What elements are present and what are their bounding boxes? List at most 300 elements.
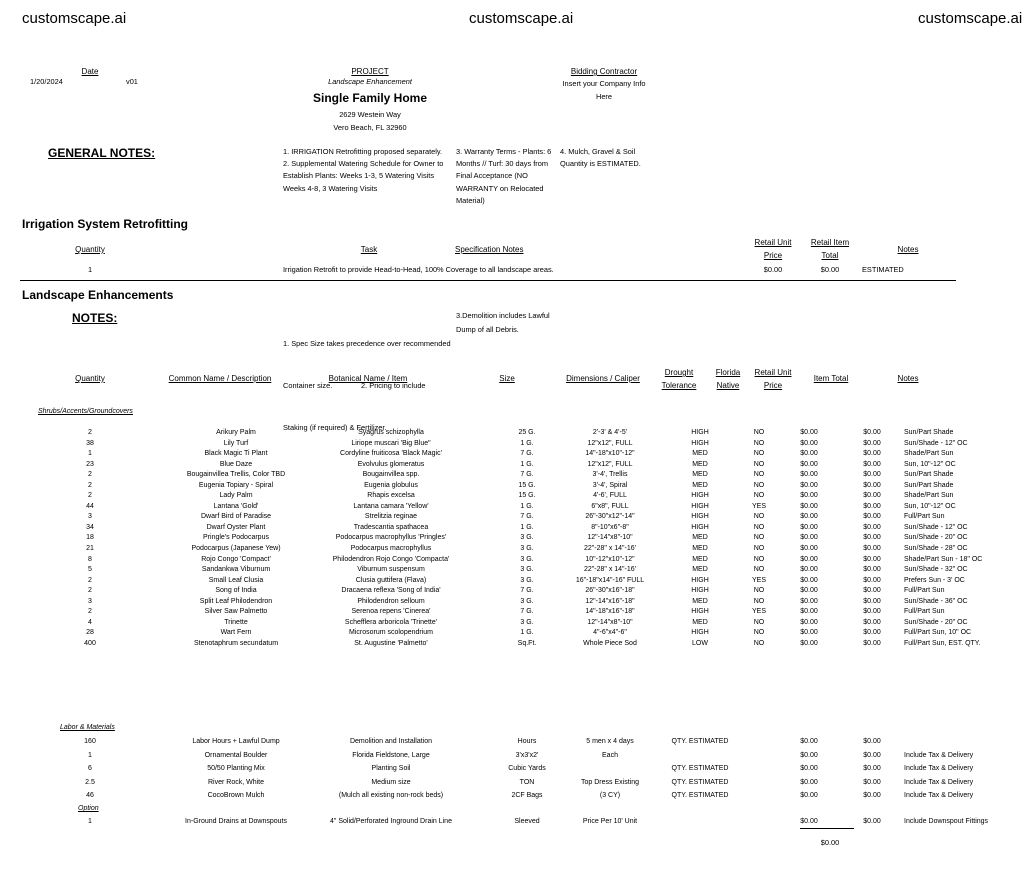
common-name-cell: Dwarf Oyster Plant	[206, 523, 266, 531]
notes-cell: Include Tax & Delivery	[904, 792, 974, 799]
botanical-name-cell: Podocarpus macrophyllus	[350, 545, 432, 553]
drought-cell: MED	[692, 450, 708, 458]
date-label: Date	[81, 67, 99, 76]
native-cell: YES	[751, 576, 766, 584]
botanical-name-cell: Dracaena reflexa 'Song of India'	[341, 587, 441, 595]
plants-table	[0, 428, 1024, 649]
size-cell: 1 G.	[520, 439, 534, 447]
quantity-cell: 2	[88, 576, 92, 584]
labor-row	[0, 762, 1024, 776]
drought-cell: HIGH	[691, 629, 709, 637]
notes-cell: Full/Part Sun	[904, 587, 945, 595]
drought-cell: QTY. ESTIMATED	[671, 765, 729, 772]
notes-cell: Full/Part Sun, EST. QTY.	[904, 639, 981, 647]
col-header-item-total: Item Total	[813, 374, 849, 383]
plant-row	[0, 565, 1024, 576]
dimensions-cell: 6"x8", FULL	[591, 502, 629, 510]
landscape-note-line: 3.Demolition includes Lawful	[456, 311, 550, 320]
botanical-name-cell: Liriope muscari 'Big Blue"	[351, 439, 431, 447]
col-header-native: Native	[716, 381, 740, 390]
quantity-cell: 2	[88, 492, 92, 500]
native-cell	[744, 776, 774, 790]
notes-cell	[900, 735, 1024, 749]
quantity-cell: 2	[88, 471, 92, 479]
dimensions-cell: 5 men x 4 days	[586, 738, 634, 745]
general-note-line: 4. Mulch, Gravel & Soil	[560, 147, 636, 156]
notes-cell: Sun, 10"-12" OC	[904, 502, 956, 510]
size-cell: 3 G.	[520, 576, 534, 584]
general-note-line: Quantity is ESTIMATED.	[560, 159, 641, 169]
quantity-cell: 5	[88, 566, 92, 574]
unit-price-cell: $0.00	[800, 618, 818, 626]
unit-price-cell: $0.00	[800, 481, 818, 489]
unit-price-cell: $0.00	[800, 460, 818, 468]
landscape-section-title: Landscape Enhancements	[22, 288, 174, 302]
native-cell: NO	[753, 513, 765, 521]
col-header-size: Size	[499, 374, 515, 383]
dimensions-cell	[564, 762, 656, 776]
unit-price-cell: $0.00	[800, 545, 818, 553]
col-header-dimensions: Dimensions / Caliper	[566, 374, 640, 383]
notes-cell: Sun/Shade - 32" OC	[904, 566, 968, 574]
version-label: v01	[126, 77, 138, 86]
unit-price-cell: $0.00	[800, 608, 818, 616]
general-note-line: Final Acceptance (NO	[456, 171, 528, 181]
plant-row	[0, 628, 1024, 639]
unit-price-cell: $0.00	[800, 534, 818, 542]
item-total-cell: $0.00	[863, 513, 881, 521]
size-cell: 25 G.	[518, 429, 536, 436]
item-total-cell: $0.00	[863, 429, 881, 436]
botanical-name-cell: Philodendron Rojo Congo 'Compacta'	[332, 555, 450, 563]
item-total-cell: $0.00	[863, 629, 881, 637]
drought-cell: HIGH	[691, 439, 709, 447]
size-cell: 15 G.	[518, 481, 536, 489]
notes-cell: Shade/Part Sun - 18" OC	[904, 555, 983, 563]
irr-row-unit-price: $0.00	[763, 265, 783, 274]
quantity-cell: 400	[84, 639, 96, 647]
notes-cell: Prefers Sun - 3' OC	[904, 576, 965, 584]
botanical-name-cell: Evolvulus glomeratus	[357, 460, 425, 468]
unit-price-cell: $0.00	[800, 629, 818, 637]
notes-cell: Full/Part Sun	[904, 608, 945, 616]
drought-cell: HIGH	[691, 492, 709, 500]
item-total-cell: $0.00	[863, 597, 881, 605]
plant-row	[0, 533, 1024, 544]
common-name-cell: Small Leaf Clusia	[208, 576, 264, 584]
total-underline	[800, 828, 854, 829]
notes-cell: Include Downspout Fittings	[904, 818, 989, 825]
project-label: PROJECT	[351, 67, 389, 76]
col-header-retail-unit: Retail Unit	[754, 368, 792, 377]
section-divider	[20, 280, 956, 281]
labor-row	[0, 735, 1024, 749]
plant-row	[0, 428, 1024, 439]
drought-cell: MED	[692, 545, 708, 553]
drought-cell: HIGH	[691, 523, 709, 531]
item-total-cell: $0.00	[863, 751, 881, 759]
quantity-cell: 34	[86, 523, 94, 531]
botanical-name-cell: Viburnum suspensum	[357, 566, 425, 574]
unit-price-cell: $0.00	[800, 818, 818, 825]
size-cell: 3 G.	[520, 534, 534, 542]
plant-row	[0, 639, 1024, 650]
notes-cell: Sun/Shade - 36" OC	[904, 597, 968, 605]
brand-logo-right: customscape.ai	[918, 10, 1023, 27]
unit-price-cell: $0.00	[800, 523, 818, 531]
option-subsection-title: Option	[78, 805, 99, 812]
common-name-cell: River Rock, White	[207, 778, 264, 786]
drought-cell: MED	[692, 618, 708, 626]
item-total-cell: $0.00	[863, 818, 881, 825]
botanical-name-cell: Schefflera arboricola 'Trinette'	[344, 618, 438, 626]
unit-price-cell: $0.00	[800, 492, 818, 500]
col-header-florida: Florida	[715, 368, 741, 377]
notes-cell: Sun/Shade - 12" OC	[904, 439, 968, 447]
botanical-name-cell: Syagrus schizophylla	[358, 429, 424, 436]
native-cell: NO	[753, 523, 765, 531]
unit-price-cell: $0.00	[800, 639, 818, 647]
common-name-cell: Lantana 'Gold'	[213, 502, 259, 510]
notes-cell: Shade/Part Sun	[904, 450, 954, 458]
quantity-cell: 2	[88, 608, 92, 616]
plant-row	[0, 597, 1024, 608]
plant-row	[0, 470, 1024, 481]
native-cell: NO	[753, 587, 765, 595]
plant-row	[0, 512, 1024, 523]
size-cell: 1 G.	[520, 629, 534, 637]
common-name-cell: Trinette	[224, 618, 248, 626]
col-header-price: Price	[763, 381, 783, 390]
dimensions-cell: Each	[602, 751, 618, 759]
item-total-cell: $0.00	[863, 523, 881, 531]
item-total-cell: $0.00	[863, 492, 881, 500]
quantity-cell: 1	[88, 450, 92, 458]
plant-row	[0, 439, 1024, 450]
dimensions-cell: 26"-30"x12"-14"	[585, 513, 635, 521]
irr-row-task: Irrigation Retrofit to provide Head-to-Head, 100% Coverage to all landscape areas.	[283, 265, 554, 274]
botanical-name-cell: 4" Solid/Perforated Inground Drain Line	[330, 818, 452, 825]
size-cell: 7 G.	[520, 450, 534, 458]
quantity-cell: 3	[88, 597, 92, 605]
plant-row	[0, 460, 1024, 471]
item-total-cell: $0.00	[863, 460, 881, 468]
dimensions-cell: 3'-4', Trellis	[592, 471, 628, 479]
dimensions-cell: 3'-4', Spiral	[592, 481, 628, 489]
item-total-cell: $0.00	[863, 639, 881, 647]
item-total-cell: $0.00	[863, 481, 881, 489]
item-total-cell: $0.00	[863, 587, 881, 595]
dimensions-cell: 12"x12", FULL	[587, 460, 633, 468]
size-cell: 3'x3'x2'	[515, 751, 539, 759]
common-name-cell: Silver Saw Palmetto	[204, 608, 268, 616]
landscape-note-line: Staking (if required) & Fertilizer.	[283, 423, 387, 432]
native-cell: NO	[753, 534, 765, 542]
general-note-line: 3. Warranty Terms - Plants: 6	[456, 147, 552, 156]
grand-total: $0.00	[820, 838, 840, 847]
size-cell: 3 G.	[520, 545, 534, 553]
irr-header-task: Task	[360, 245, 378, 254]
common-name-cell: Arikury Palm	[216, 429, 256, 436]
botanical-name-cell: St. Augustine 'Palmetto'	[354, 639, 428, 647]
native-cell: YES	[751, 608, 766, 616]
contractor-info-line2: Here	[595, 92, 613, 101]
plant-row	[0, 449, 1024, 460]
common-name-cell: Sandankwa Viburnum	[201, 566, 271, 574]
item-total-cell: $0.00	[863, 608, 881, 616]
size-cell: 15 G.	[518, 492, 536, 500]
unit-price-cell: $0.00	[800, 576, 818, 584]
common-name-cell: Labor Hours + Lawful Dump	[192, 738, 280, 745]
botanical-name-cell: Microsorum scolopendrium	[348, 629, 434, 637]
dimensions-cell: 14"-18"x16"-18"	[585, 608, 635, 616]
quantity-cell: 3	[88, 513, 92, 521]
botanical-name-cell: Strelitzia reginae	[364, 513, 418, 521]
drought-cell: HIGH	[691, 608, 709, 616]
common-name-cell: Bougainvillea Trellis, Color TBD	[186, 471, 286, 479]
col-header-quantity: Quantity	[75, 374, 105, 383]
native-cell: NO	[753, 618, 765, 626]
size-cell: Hours	[517, 738, 537, 745]
notes-cell: Sun/Part Shade	[904, 471, 954, 479]
quantity-cell: 38	[86, 439, 94, 447]
drought-cell: HIGH	[691, 587, 709, 595]
native-cell: NO	[753, 629, 765, 637]
plant-row	[0, 607, 1024, 618]
quantity-cell: 46	[86, 792, 94, 799]
option-table	[0, 817, 1024, 828]
dimensions-cell: 2'-3' & 4'-5'	[592, 429, 628, 436]
quantity-cell: 1	[88, 818, 92, 825]
date-value: 1/20/2024	[30, 77, 63, 86]
notes-cell: Sun/Shade - 20" OC	[904, 534, 968, 542]
botanical-name-cell: (Mulch all existing non-rock beds)	[338, 792, 444, 799]
general-note-line: Material)	[456, 195, 485, 205]
col-header-common-name: Common Name / Description	[168, 374, 272, 383]
shrubs-subsection-title: Shrubs/Accents/Groundcovers	[38, 408, 133, 415]
native-cell: NO	[753, 450, 765, 458]
unit-price-cell: $0.00	[800, 429, 818, 436]
landscape-note-line: Container size. 2. Pricing to include	[283, 381, 426, 390]
plant-row	[0, 523, 1024, 534]
size-cell: 7 G.	[520, 471, 534, 479]
common-name-cell: Pringle's Podocarpus	[203, 534, 269, 542]
landscape-note-line: Dump of all Debris.	[456, 325, 519, 334]
general-notes-col3	[560, 146, 641, 170]
landscape-note-line: 1. Spec Size takes precedence over recommended	[283, 339, 451, 348]
dimensions-cell: 12"-14"x8"-10"	[587, 618, 633, 626]
drought-cell: HIGH	[691, 429, 709, 436]
notes-cell: Sun/Shade - 20" OC	[904, 618, 968, 626]
quantity-cell: 4	[88, 618, 92, 626]
quantity-cell: 160	[84, 738, 96, 745]
general-notes-col1	[283, 146, 443, 195]
plant-row	[0, 555, 1024, 566]
dimensions-cell: 4"-6"x4"-6"	[593, 629, 627, 637]
native-cell: YES	[751, 502, 766, 510]
item-total-cell: $0.00	[863, 765, 881, 772]
irr-header-retail-unit: Retail Unit	[754, 238, 792, 247]
common-name-cell: Rojo Congo 'Compact'	[201, 555, 271, 563]
item-total-cell: $0.00	[863, 450, 881, 458]
botanical-name-cell: Eugenia globulus	[364, 481, 418, 489]
common-name-cell: Song of India	[215, 587, 257, 595]
unit-price-cell: $0.00	[800, 502, 818, 510]
notes-cell: Full/Part Sun, 10" OC	[904, 629, 972, 637]
size-cell: 1 G.	[520, 502, 534, 510]
native-cell: NO	[753, 545, 765, 553]
drought-cell: MED	[692, 597, 708, 605]
dimensions-cell: 10"-12"x10"-12"	[585, 555, 635, 563]
botanical-name-cell: Tradescantia spathacea	[353, 523, 429, 531]
plant-row	[0, 576, 1024, 587]
dimensions-cell: 8"-10"x6"-8"	[591, 523, 629, 531]
botanical-name-cell: Bougainvillea spp.	[362, 471, 420, 479]
notes-cell: Sun/Shade - 12" OC	[904, 523, 968, 531]
dimensions-cell: Whole Piece Sod	[583, 639, 637, 647]
landscape-notes-col2	[456, 309, 550, 337]
irr-row-notes: ESTIMATED	[862, 265, 904, 274]
item-total-cell: $0.00	[863, 555, 881, 563]
notes-cell: Include Tax & Delivery	[904, 778, 974, 786]
botanical-name-cell: Demolition and Installation	[349, 738, 433, 745]
common-name-cell: Split Leaf Philodendron	[199, 597, 273, 605]
size-cell: 3 G.	[520, 566, 534, 574]
native-cell: NO	[753, 439, 765, 447]
botanical-name-cell: Planting Soil	[371, 765, 411, 772]
drought-cell: MED	[692, 534, 708, 542]
quantity-cell: 18	[86, 534, 94, 542]
notes-cell: Sun/Part Shade	[904, 429, 954, 436]
unit-price-cell: $0.00	[800, 597, 818, 605]
quantity-cell: 2	[88, 587, 92, 595]
botanical-name-cell: Rhapis excelsa	[367, 492, 415, 500]
labor-subsection-title: Labor & Materials	[60, 724, 115, 731]
native-cell	[744, 789, 774, 803]
common-name-cell: Wart Fern	[220, 629, 252, 637]
col-header-notes: Notes	[897, 374, 919, 383]
drought-cell: MED	[692, 555, 708, 563]
quantity-cell: 2.5	[85, 778, 95, 786]
common-name-cell: Dwarf Bird of Paradise	[200, 513, 272, 521]
project-name: Single Family Home	[312, 91, 428, 105]
common-name-cell: Lady Palm	[219, 492, 253, 500]
labor-row	[0, 749, 1024, 763]
general-notes-title: GENERAL NOTES:	[48, 146, 156, 160]
plant-row	[0, 586, 1024, 597]
labor-row	[0, 789, 1024, 803]
quantity-cell: 1	[88, 751, 92, 759]
unit-price-cell: $0.00	[800, 778, 818, 786]
item-total-cell: $0.00	[863, 534, 881, 542]
irr-row-total: $0.00	[820, 265, 840, 274]
size-cell: Cubic Yards	[508, 765, 546, 772]
size-cell: 1 G.	[520, 523, 534, 531]
common-name-cell: CocoBrown Mulch	[207, 792, 265, 799]
option-row	[0, 817, 1024, 828]
common-name-cell: Black Magic Ti Plant	[204, 450, 268, 458]
quantity-cell: 2	[88, 429, 92, 436]
item-total-cell: $0.00	[863, 545, 881, 553]
general-note-line: Weeks 4-8, 3 Watering Visits	[283, 183, 378, 193]
dimensions-cell: Top Dress Existing	[581, 778, 639, 786]
native-cell	[744, 817, 774, 828]
general-note-line: Establish Plants: Weeks 1-3, 5 Watering Visits	[283, 171, 435, 181]
drought-cell: MED	[692, 481, 708, 489]
quantity-cell: 44	[86, 502, 94, 510]
contractor-info-line1: Insert your Company Info	[562, 79, 646, 88]
dimensions-cell: 16"-18"x14"-16" FULL	[575, 576, 645, 584]
native-cell: NO	[753, 555, 765, 563]
quantity-cell: 28	[86, 629, 94, 637]
botanical-name-cell: Podocarpus macrophyllus 'Pringles'	[335, 534, 447, 542]
col-header-botanical-name: Botanical Name / Item	[328, 374, 408, 383]
unit-price-cell: $0.00	[800, 450, 818, 458]
irr-header-spec: Specification Notes	[455, 245, 524, 254]
notes-cell: Sun/Shade - 28" OC	[904, 545, 968, 553]
labor-table	[0, 735, 1024, 803]
botanical-name-cell: Clusia guttifera (Flava)	[355, 576, 427, 584]
dimensions-cell: 22"-28" x 14"-16'	[584, 545, 636, 553]
general-note-line: 2. Supplemental Watering Schedule for Owner to	[283, 159, 444, 169]
dimensions-cell: 12"x12", FULL	[587, 439, 633, 447]
unit-price-cell: $0.00	[800, 471, 818, 479]
col-header-drought: Drought	[664, 368, 694, 377]
item-total-cell: $0.00	[863, 566, 881, 574]
common-name-cell: Podocarpus (Japanese Yew)	[191, 545, 281, 553]
native-cell: NO	[753, 639, 765, 647]
size-cell: 3 G.	[520, 597, 534, 605]
drought-cell: HIGH	[691, 576, 709, 584]
dimensions-cell: 14"-18"x10"-12"	[585, 450, 635, 458]
irr-header-quantity: Quantity	[75, 245, 105, 254]
landscape-notes-title: NOTES:	[72, 311, 118, 325]
botanical-name-cell: Lantana camara 'Yellow'	[353, 502, 429, 510]
common-name-cell: Lily Turf	[223, 439, 249, 447]
dimensions-cell: 26"-30"x16"-18"	[585, 587, 635, 595]
general-note-line: Months // Turf: 30 days from	[456, 159, 549, 169]
common-name-cell: Ornamental Boulder	[204, 751, 268, 759]
unit-price-cell: $0.00	[800, 513, 818, 521]
drought-cell	[656, 817, 744, 828]
native-cell: NO	[753, 481, 765, 489]
size-cell: Sq.Ft.	[517, 639, 537, 647]
notes-cell: Shade/Part Sun	[904, 492, 954, 500]
project-address-line2: Vero Beach, FL 32960	[333, 123, 407, 132]
drought-cell: MED	[692, 471, 708, 479]
labor-row	[0, 776, 1024, 790]
irr-header-total: Total	[821, 251, 839, 260]
drought-cell: LOW	[692, 639, 708, 647]
plant-row	[0, 502, 1024, 513]
size-cell: 7 G.	[520, 587, 534, 595]
item-total-cell: $0.00	[863, 792, 881, 799]
unit-price-cell: $0.00	[800, 566, 818, 574]
quantity-cell: 6	[88, 765, 92, 772]
project-type: Landscape Enhancement	[328, 77, 412, 86]
native-cell: NO	[753, 460, 765, 468]
general-note-line: 1. IRRIGATION Retrofitting proposed separately.	[283, 147, 443, 156]
native-cell: NO	[753, 492, 765, 500]
botanical-name-cell: Cordyline fruiticosa 'Black Magic'	[340, 450, 442, 458]
size-cell: 3 G.	[520, 618, 534, 626]
item-total-cell: $0.00	[863, 502, 881, 510]
native-cell: NO	[753, 429, 765, 436]
size-cell: TON	[519, 778, 535, 786]
native-cell	[744, 762, 774, 776]
item-total-cell: $0.00	[863, 738, 881, 745]
irrigation-section-title: Irrigation System Retrofitting	[22, 217, 189, 231]
